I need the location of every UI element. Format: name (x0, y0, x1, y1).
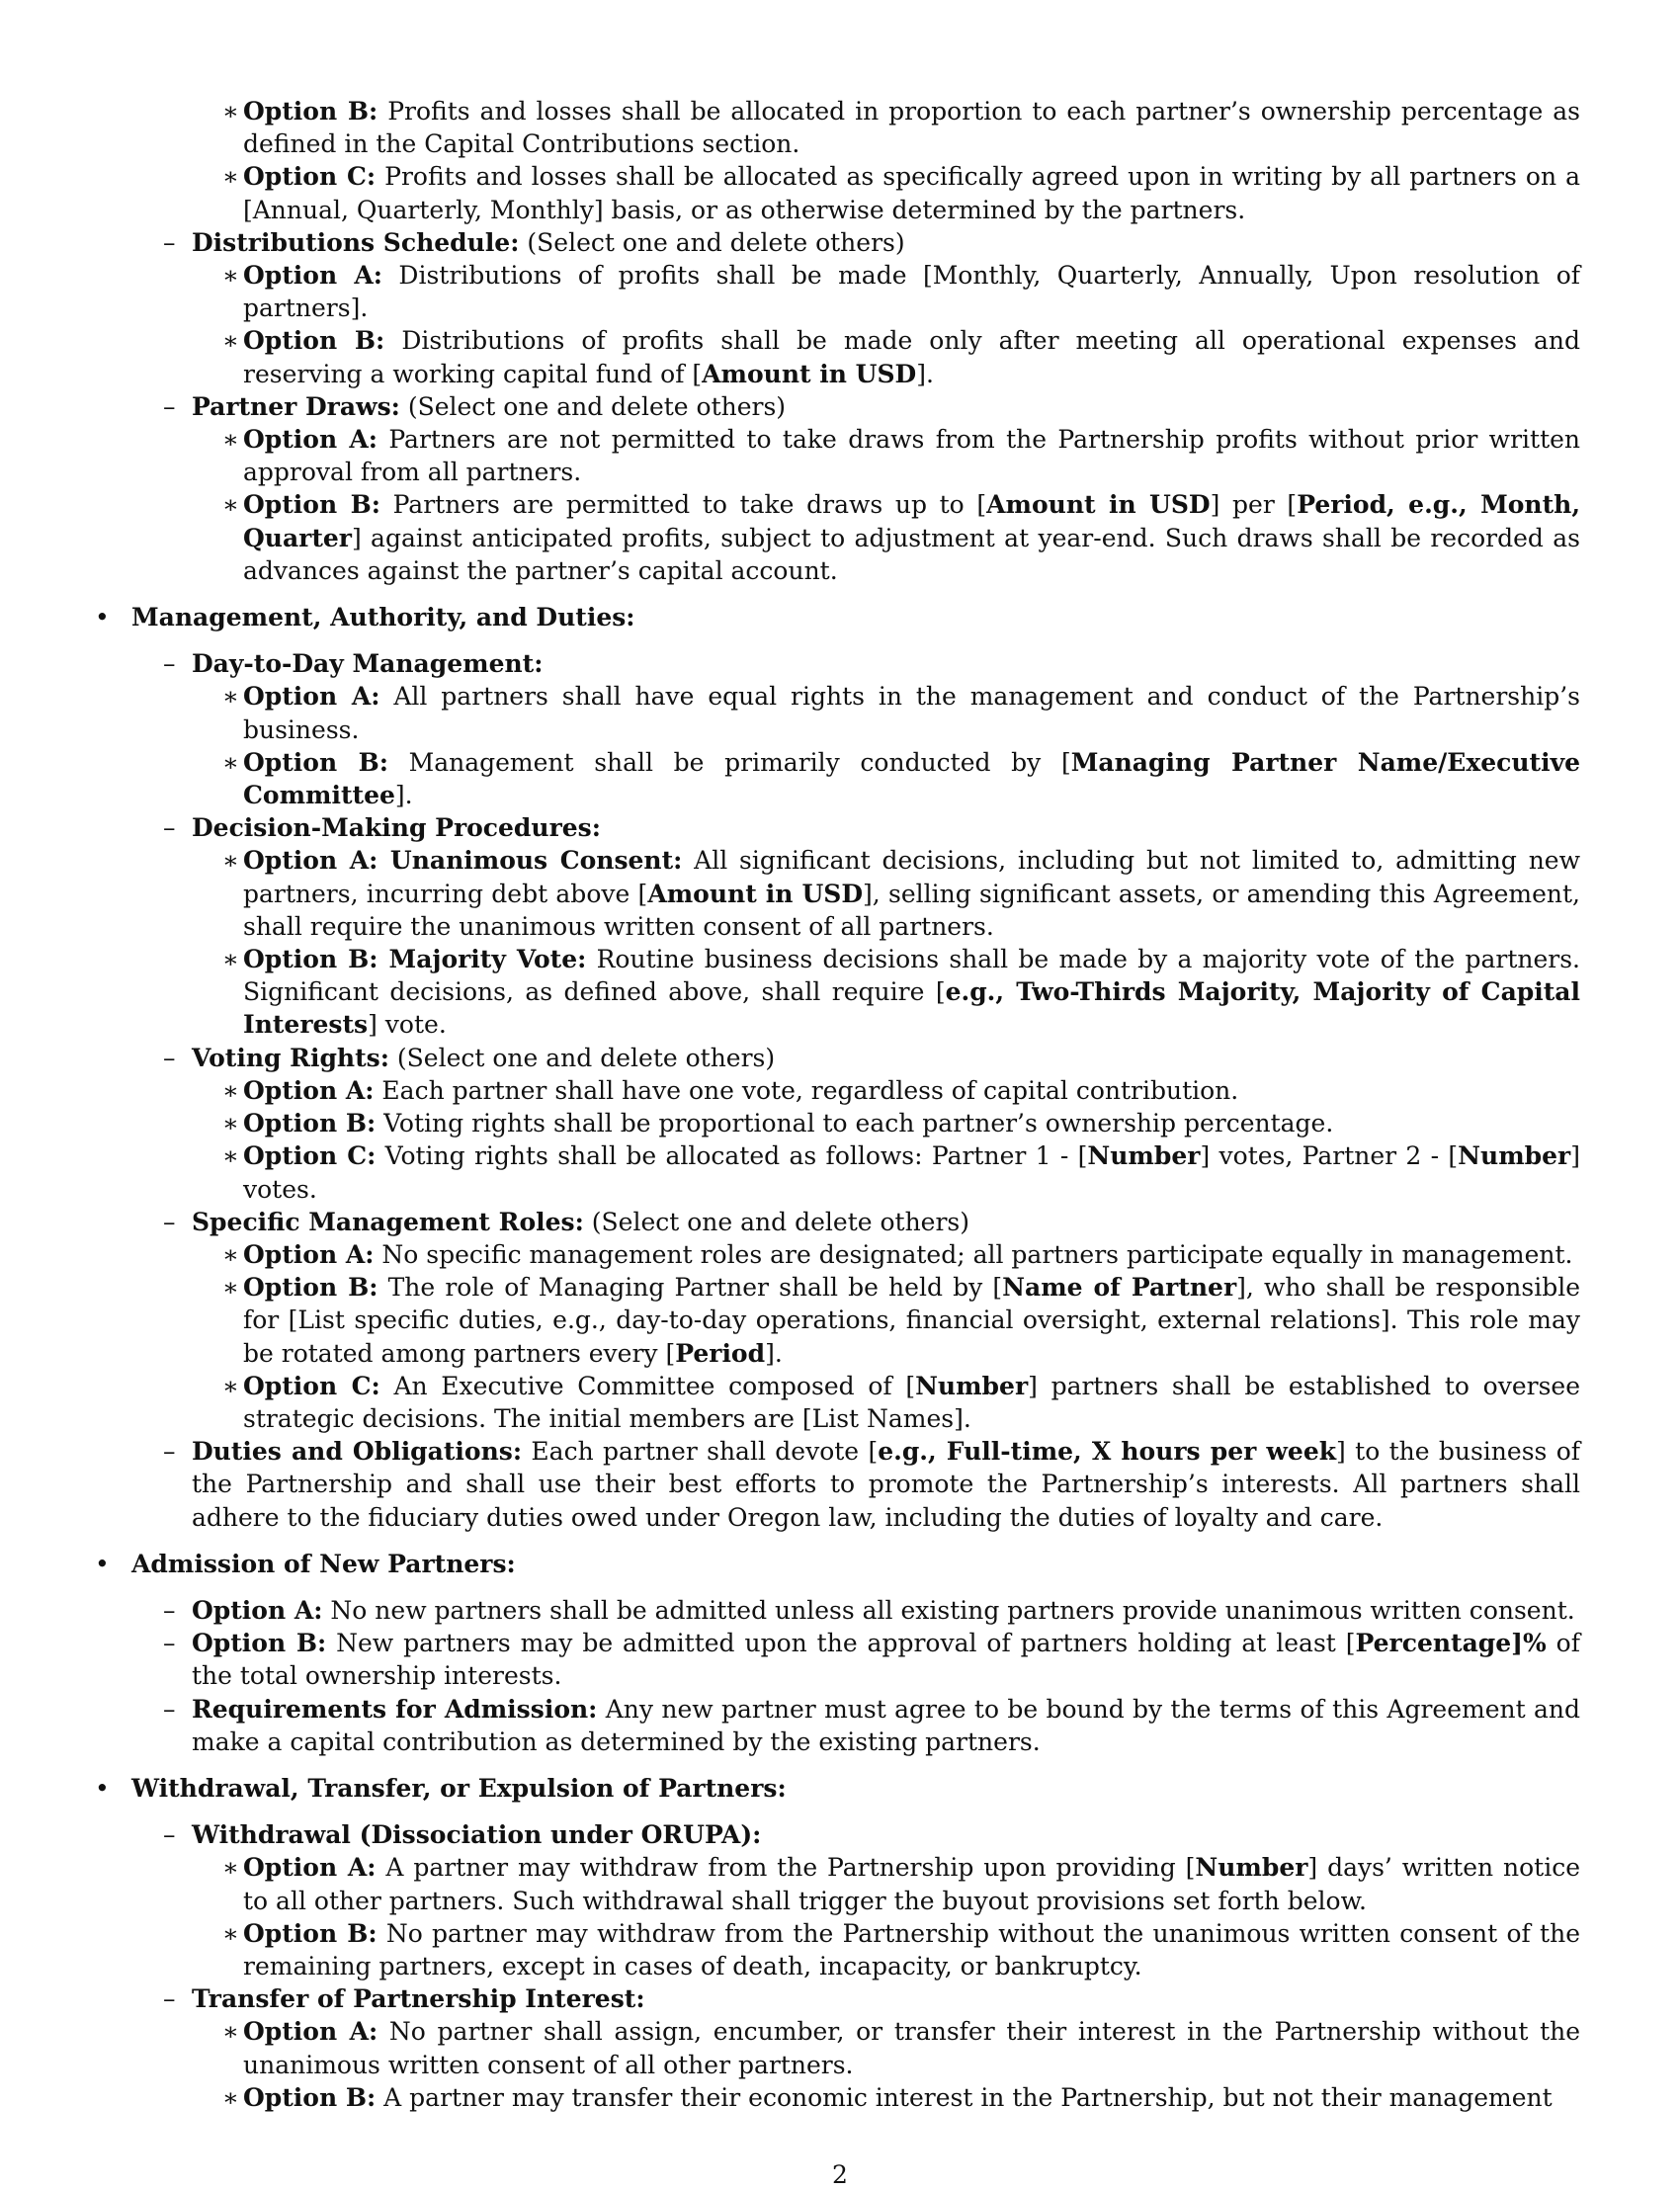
placeholder-field: e.g., Full-time, X hours per week (878, 1437, 1337, 1467)
select-note: (Select one and delete others) (388, 1043, 776, 1072)
distributions-schedule (131, 226, 1580, 390)
option-text: ] per [ (1210, 490, 1298, 520)
subsection-heading: Duties and Obligations: (192, 1437, 523, 1467)
dash-marker: – (163, 1437, 176, 1467)
option-text: ] votes, Partner 2 - [ (1200, 1141, 1459, 1171)
placeholder-field: Amount in USD (702, 359, 917, 388)
dash-marker: – (163, 1629, 176, 1658)
placeholder-field: e.g., Two-Thirds Majority, Majority of Capital Interests (243, 977, 1580, 1040)
asterisk-marker: ∗ (222, 162, 239, 192)
option-label: Option B: (243, 326, 385, 356)
agreement-body (95, 95, 1581, 2114)
day-to-day-management (131, 647, 1580, 811)
subsection-heading: Partner Draws: (192, 391, 400, 421)
option-text: ]. (394, 781, 413, 810)
option-label: Option A: (243, 1239, 375, 1269)
asterisk-marker: ∗ (222, 97, 239, 126)
placeholder-field: Number (915, 1371, 1029, 1400)
placeholder-field: Managing Partner Name/Executive Committee (243, 747, 1581, 810)
profit-option-c (192, 160, 1580, 225)
section-admission (95, 1548, 1580, 1758)
asterisk-marker: ∗ (222, 261, 239, 291)
section-heading: Management, Authority, and Duties: (131, 603, 635, 632)
option-text: Each partner shall have one vote, regardless of capital contribution. (374, 1075, 1239, 1105)
section-management (95, 601, 1580, 1534)
option-text: Each partner shall devote [ (522, 1437, 879, 1467)
option-label: Option A: (243, 682, 380, 712)
bullet-marker: • (95, 1773, 110, 1803)
select-note: (Select one and delete others) (583, 1207, 970, 1236)
section-withdrawal (95, 1772, 1580, 2114)
subsection-heading: Voting Rights: (192, 1043, 389, 1072)
option-text: Distributions of profits shall be made only after meeting all operational expenses and reserving a working capital fund of [ (243, 326, 1581, 388)
option-text: Voting rights shall be allocated as follows: Partner 1 - [ (376, 1141, 1088, 1171)
distributions-option-b (192, 324, 1580, 389)
option-label: Option A: Unanimous Consent: (243, 846, 683, 876)
option-label: Option B: (243, 97, 378, 126)
asterisk-marker: ∗ (222, 326, 239, 356)
option-label: Option A: (243, 261, 382, 291)
transfer-interest (131, 1982, 1580, 2114)
decision-option-b (192, 943, 1580, 1042)
asterisk-marker: ∗ (222, 945, 239, 974)
placeholder-field: Amount in USD (986, 490, 1211, 520)
option-text: New partners may be admitted upon the approval of partners holding at least [ (326, 1629, 1356, 1658)
withdrawal-option-b (192, 1917, 1580, 1982)
admission-requirements (131, 1693, 1580, 1758)
subsection-heading: Transfer of Partnership Interest: (192, 1984, 645, 2014)
asterisk-marker: ∗ (222, 1918, 239, 1948)
option-text: ]. (765, 1338, 783, 1368)
option-text: ] days’ written notice to all other partners. Such withdrawal shall trigger the buyout provisions set forth below. (243, 1853, 1581, 1915)
roles-option-b (192, 1271, 1580, 1370)
profit-option-b (192, 95, 1580, 160)
voting-option-b (192, 1107, 1580, 1139)
option-text: No new partners shall be admitted unless all existing partners provide unanimous written consent. (322, 1595, 1575, 1625)
option-text: No specific management roles are designated; all partners participate equally in management. (374, 1239, 1573, 1269)
subsection-heading: Specific Management Roles: (192, 1207, 584, 1236)
page-number: 2 (832, 2160, 848, 2189)
draws-option-a (192, 423, 1580, 488)
bullet-marker: • (95, 1549, 110, 1578)
asterisk-marker: ∗ (222, 846, 239, 876)
distributions-option-a (192, 259, 1580, 324)
option-text: ]. (916, 359, 934, 388)
dash-marker: – (163, 1694, 176, 1724)
voting-option-c (192, 1139, 1580, 1205)
option-text: All significant decisions, including but not limited to, admitting new partners, incurring debt above [ (243, 846, 1580, 908)
partner-draws (131, 390, 1580, 587)
option-label: Option B: (243, 1273, 378, 1303)
option-text: An Executive Committee composed of [ (379, 1371, 916, 1400)
option-text: ] to the business of the Partnership and shall use their best efforts to promote the Partnership’s interests. All partners shall adhere to the fiduciary duties owed under Oregon law, including the duties of loyalty and care. (192, 1437, 1580, 1532)
dash-marker: – (163, 649, 176, 679)
option-text: A partner may withdraw from the Partnership upon providing [ (376, 1853, 1196, 1883)
option-label: Option A: (243, 425, 378, 455)
option-text: Profits and losses shall be allocated in proportion to each partner’s ownership percentage as defined in the Capital Contributions section. (243, 97, 1580, 159)
option-label: Requirements for Admission: (192, 1694, 598, 1724)
placeholder-field: Period (675, 1338, 766, 1368)
management-roles (131, 1206, 1580, 1435)
asterisk-marker: ∗ (222, 2017, 239, 2047)
duties-obligations (131, 1435, 1580, 1534)
dash-marker: – (163, 227, 176, 257)
option-text: Any new partner must agree to be bound by the terms of this Agreement and make a capital contribution as determined by the existing partners. (192, 1694, 1580, 1756)
placeholder-field: Amount in USD (647, 879, 864, 908)
option-text: The role of Managing Partner shall be held by [ (378, 1273, 1003, 1303)
option-label: Option B: (243, 1918, 378, 1948)
option-label: Option B: (243, 490, 380, 520)
placeholder-field: Number (1195, 1853, 1308, 1883)
dash-marker: – (163, 813, 176, 843)
withdrawal-option-a (192, 1851, 1580, 1916)
voting-option-a (192, 1074, 1580, 1107)
option-text: No partner shall assign, encumber, or transfer their interest in the Partnership without the unanimous written consent of all other partners. (243, 2017, 1581, 2079)
option-text: All partners shall have equal rights in the management and conduct of the Partnership’s business. (243, 682, 1581, 744)
option-text: Routine business decisions shall be made by a majority vote of the partners. Significant decisions, as defined above, shall require [ (243, 945, 1581, 1007)
continued-financial-terms (131, 95, 1580, 587)
asterisk-marker: ∗ (222, 2082, 239, 2112)
option-label: Option C: (243, 1371, 380, 1400)
dash-marker: – (163, 391, 176, 421)
option-text: Voting rights shall be proportional to each partner’s ownership percentage. (376, 1109, 1334, 1138)
option-label: Option C: (243, 162, 377, 192)
transfer-option-b (192, 2081, 1580, 2114)
bullet-marker: • (95, 603, 110, 632)
profit-allocation-continued (131, 95, 1580, 226)
option-text: Partners are permitted to take draws up to [ (379, 490, 987, 520)
option-text: A partner may transfer their economic interest in the Partnership, but not their management (376, 2082, 1553, 2112)
roles-option-a (192, 1238, 1580, 1271)
dash-marker: – (163, 1595, 176, 1625)
transfer-option-a (192, 2015, 1580, 2080)
subsection-heading: Decision-Making Procedures: (192, 813, 601, 843)
dash-marker: – (163, 1984, 176, 2014)
placeholder-field: Number (1458, 1141, 1571, 1171)
admission-option-b (131, 1627, 1580, 1692)
option-label: Option A: (192, 1595, 323, 1625)
placeholder-field: Percentage]% (1355, 1629, 1547, 1658)
option-text: of the total ownership interests. (192, 1629, 1580, 1691)
option-text: Distributions of profits shall be made [Monthly, Quarterly, Annually, Upon resolution of partners]. (243, 261, 1580, 323)
option-label: Option B: (192, 1629, 327, 1658)
day-option-b (192, 746, 1580, 811)
withdrawal-dissociation (131, 1818, 1580, 1982)
placeholder-field: Name of Partner (1002, 1273, 1237, 1303)
asterisk-marker: ∗ (222, 682, 239, 712)
roles-option-c (192, 1370, 1580, 1435)
placeholder-field: Period, e.g., Month, Quarter (243, 490, 1581, 552)
select-note: (Select one and delete others) (519, 227, 905, 257)
asterisk-marker: ∗ (222, 490, 239, 520)
option-text: ] votes. (243, 1141, 1580, 1204)
section-heading: Withdrawal, Transfer, or Expulsion of Partners: (131, 1773, 787, 1803)
option-text: ] partners shall be established to oversee strategic decisions. The initial members are [List Names]. (243, 1371, 1581, 1433)
placeholder-field: Number (1087, 1141, 1201, 1171)
option-label: Option C: (243, 1141, 377, 1171)
day-option-a (192, 680, 1580, 745)
asterisk-marker: ∗ (222, 1075, 239, 1105)
option-label: Option B: (243, 1109, 377, 1138)
subsection-heading: Distributions Schedule: (192, 227, 520, 257)
dash-marker: – (163, 1043, 176, 1072)
dash-marker: – (163, 1820, 176, 1850)
option-text: Management shall be primarily conducted by [ (387, 747, 1071, 777)
dash-marker: – (163, 1207, 176, 1236)
asterisk-marker: ∗ (222, 747, 239, 777)
asterisk-marker: ∗ (222, 1371, 239, 1400)
option-label: Option B: Majority Vote: (243, 945, 587, 974)
option-label: Option A: (243, 1853, 377, 1883)
option-text: Partners are not permitted to take draws from the Partnership profits without prior written approval from all partners. (243, 425, 1581, 487)
decision-making (131, 811, 1580, 1041)
option-label: Option B: (243, 2082, 377, 2112)
asterisk-marker: ∗ (222, 1239, 239, 1269)
draws-option-b (192, 488, 1580, 587)
asterisk-marker: ∗ (222, 1109, 239, 1138)
option-text: Profits and losses shall be allocated as specifically agreed upon in writing by all partners on a [Annual, Quarterly, Monthly] basis, or as otherwise determined by the partners. (243, 162, 1580, 224)
decision-option-a (192, 844, 1580, 943)
option-text: ] against anticipated profits, subject to adjustment at year-end. Such draws shall be recorded as advances against the partner’s capital account. (243, 523, 1580, 585)
asterisk-marker: ∗ (222, 1853, 239, 1883)
subsection-heading: Withdrawal (Dissociation under ORUPA): (192, 1820, 762, 1850)
option-text: ] vote. (368, 1010, 447, 1040)
option-text: No partner may withdraw from the Partnership without the unanimous written consent of the remaining partners, except in cases of death, incapacity, or bankruptcy. (243, 1918, 1580, 1980)
admission-option-a (131, 1594, 1580, 1627)
subsection-heading: Day-to-Day Management: (192, 649, 544, 679)
section-list (95, 601, 1580, 2114)
section-heading: Admission of New Partners: (131, 1549, 516, 1578)
asterisk-marker: ∗ (222, 1141, 239, 1171)
voting-rights (131, 1042, 1580, 1206)
asterisk-marker: ∗ (222, 425, 239, 455)
select-note: (Select one and delete others) (399, 391, 787, 421)
option-text: ], selling significant assets, or amending this Agreement, shall require the unanimous written consent of all partners. (243, 879, 1580, 941)
option-label: Option B: (243, 747, 388, 777)
option-label: Option A: (243, 2017, 378, 2047)
option-text: ], who shall be responsible for [List specific duties, e.g., day-to-day operations, financial oversight, external relations]. This role may be rotated among partners every [ (243, 1273, 1580, 1368)
asterisk-marker: ∗ (222, 1273, 239, 1303)
option-label: Option A: (243, 1075, 375, 1105)
